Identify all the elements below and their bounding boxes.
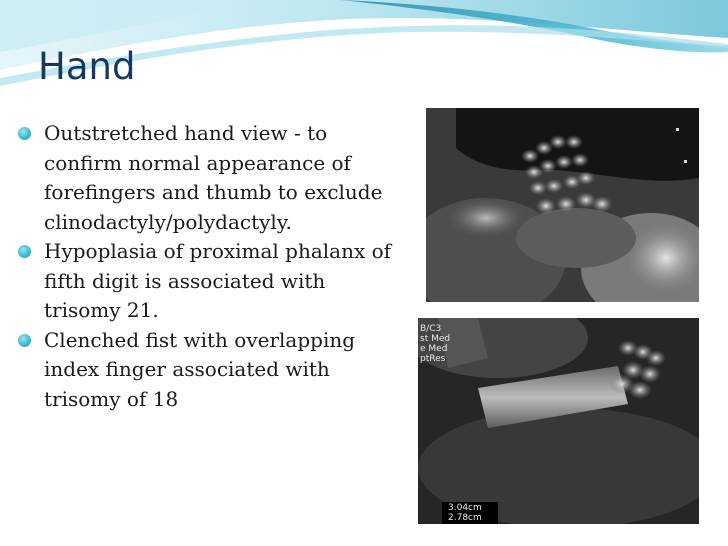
scan-settings-readout xyxy=(420,324,450,364)
scan-setting: B/C3 xyxy=(420,324,442,334)
ultrasound-image-clenched-fist xyxy=(418,318,699,524)
ultrasound-image-outstretched-hand xyxy=(426,108,699,302)
measurement-value: 3.04cm xyxy=(448,503,482,513)
scan-setting: e Med xyxy=(420,344,448,354)
scan-setting: st Med xyxy=(420,334,451,344)
ultrasound-image-icon xyxy=(426,108,699,302)
bullet-circle-icon xyxy=(18,245,31,258)
measurement-value: 2.78cm xyxy=(448,513,482,523)
bullet-item xyxy=(18,326,398,415)
slide-title: Hand xyxy=(38,45,136,88)
bullet-item xyxy=(18,237,398,326)
bullet-circle-icon xyxy=(18,127,31,140)
bullet-item xyxy=(18,119,398,237)
bullet-list xyxy=(18,119,398,414)
bullet-circle-icon xyxy=(18,334,31,347)
measurement-readout xyxy=(442,502,498,524)
ultrasound-image-icon xyxy=(418,318,699,524)
bullet-text: Hypoplasia of proximal phalanx of fifth digit is associated with trisomy 21. xyxy=(44,239,392,322)
bullet-text: Outstretched hand view - to confirm normal appearance of forefingers and thumb to exclude clinodactyly/polydactyly. xyxy=(44,121,383,234)
bullet-text: Clenched fist with overlapping index finger associated with trisomy of 18 xyxy=(44,327,356,411)
scan-setting: ptRes xyxy=(420,354,446,364)
